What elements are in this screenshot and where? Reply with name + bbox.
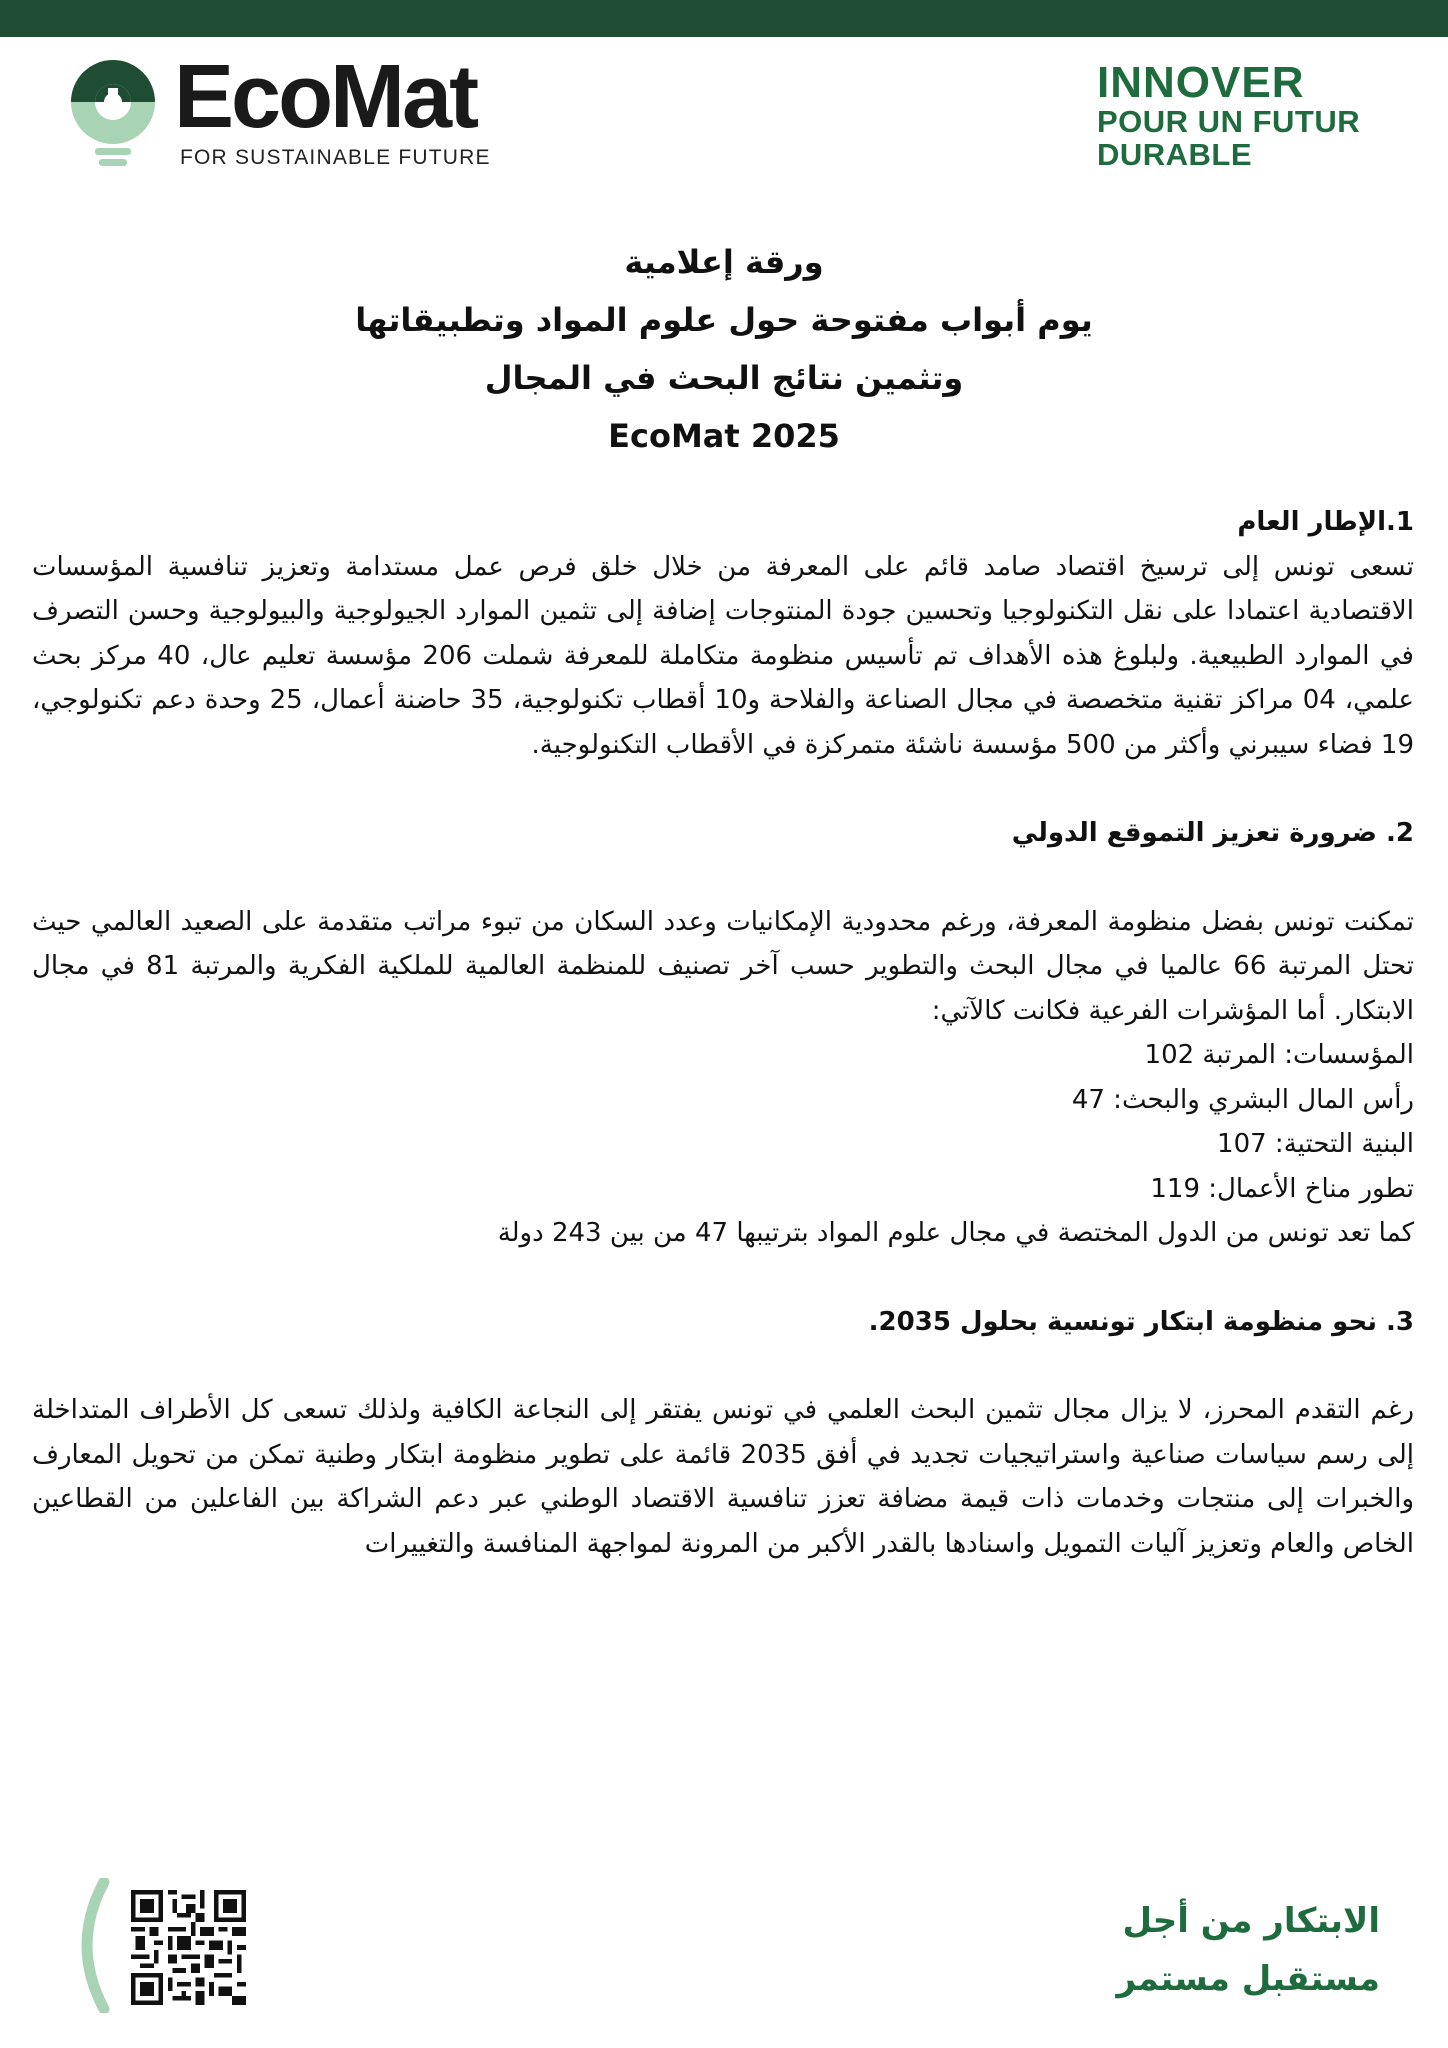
section-2-heading: 2. ضرورة تعزيز التموقع الدولي xyxy=(1011,818,1414,848)
indicator-item: البنية التحتية: 107 xyxy=(1217,1129,1414,1159)
section-3-paragraph: رغم التقدم المحرز، لا يزال مجال تثمين البحث العلمي في تونس يفتقر إلى النجاعة الكافية ولذلك تسعى كل الأطراف المتداخلة إلى رسم سياسات صناعية واستراتيجيات تجديد في أفق 2035 قائمة على تطوير منظومة ابتكار وطنية تمكن من تحويل المعارف والخبرات إلى منتجات وخدمات ذات قيمة مضافة تعزز تنافسية الاقتصاد الوطني عبر دعم الشراكة بين الفاعلين من القطاعين الخاص والعام وتعزيز آليات التمويل واسنادها بالقدر الأكبر من المرونة لمواجهة المنافسة والتغييرات xyxy=(32,1395,1414,1559)
title-line-3: وتثمين نتائج البحث في المجال xyxy=(484,359,964,397)
section-2-closing: كما تعد تونس من الدول المختصة في مجال علوم المواد بترتيبها 47 من بين 243 دولة xyxy=(497,1218,1414,1248)
indicator-item: تطور مناخ الأعمال: 119 xyxy=(1150,1173,1414,1204)
qr-code-icon xyxy=(131,1890,246,2005)
french-slogan xyxy=(1097,60,1360,171)
indicator-item: المؤسسات: المرتبة 102 xyxy=(1144,1040,1414,1070)
title-line-1: ورقة إعلامية xyxy=(624,243,824,281)
logo-wordmark: EcoMat xyxy=(174,47,477,147)
section-3-heading: 3. نحو منظومة ابتكار تونسية بحلول 2035. xyxy=(868,1306,1414,1337)
arabic-slogan-line-2: مستقبل مستمر xyxy=(1116,1959,1380,1999)
top-bar xyxy=(0,0,1448,37)
arabic-slogan-line-1: الابتكار من أجل xyxy=(1122,1901,1380,1941)
section-1-paragraph: تسعى تونس إلى ترسيخ اقتصاد صامد قائم على المعرفة من خلال خلق فرص عمل مستدامة وتعزيز تنافسية المؤسسات الاقتصادية اعتمادا على نقل التكنولوجيا وتحسين جودة المنتوجات إضافة إلى تثمين الموارد الجيولوجية والبيولوجية وحسن التصرف في الموارد الطبيعية. ولبلوغ هذه الأهداف تم تأسيس منظومة متكاملة للمعرفة شملت 206 مؤسسة تعليم عال، 40 مركز بحث علمي، 04 مراكز تقنية متخصصة في مجال الصناعة والفلاحة و10 أقطاب تكنولوجية، 35 حاضنة أعمال، 25 وحدة دعم تكنولوجي، 19 فضاء سيبرني وأكثر من 500 مؤسسة ناشئة متمركزة في الأقطاب التكنولوجية. xyxy=(32,551,1414,760)
arabic-slogan xyxy=(1116,1892,1380,2008)
title-line-2: يوم أبواب مفتوحة حول علوم المواد وتطبيقاتها xyxy=(355,301,1093,339)
logo-tagline: FOR SUSTAINABLE FUTURE xyxy=(180,146,491,169)
slogan-line-2: POUR UN FUTUR xyxy=(1097,104,1361,140)
document-body xyxy=(32,500,1414,1566)
decorative-bracket-icon xyxy=(64,1878,114,2013)
section-1-heading: 1.الإطار العام xyxy=(1237,507,1414,537)
ecomat-logo xyxy=(68,47,528,173)
section-2-paragraph: تمكنت تونس بفضل منظومة المعرفة، ورغم محدودية الإمكانيات وعدد السكان من تبوء مراتب متقدمة على الصعيد العالمي حيث تحتل المرتبة 66 عالميا في مجال البحث والتطوير حسب آخر تصنيف للمنظمة العالمية للملكية الفكرية والمرتبة 81 في مجال الابتكار. أما المؤشرات الفرعية فكانت كالآتي: xyxy=(32,906,1414,1026)
document-title xyxy=(0,233,1448,465)
title-line-4: EcoMat 2025 xyxy=(608,417,840,455)
slogan-line-3: DURABLE xyxy=(1097,136,1253,172)
lightbulb-logo-icon xyxy=(68,58,158,173)
slogan-line-1: INNOVER xyxy=(1097,58,1305,107)
indicator-item: رأس المال البشري والبحث: 47 xyxy=(1071,1084,1414,1115)
